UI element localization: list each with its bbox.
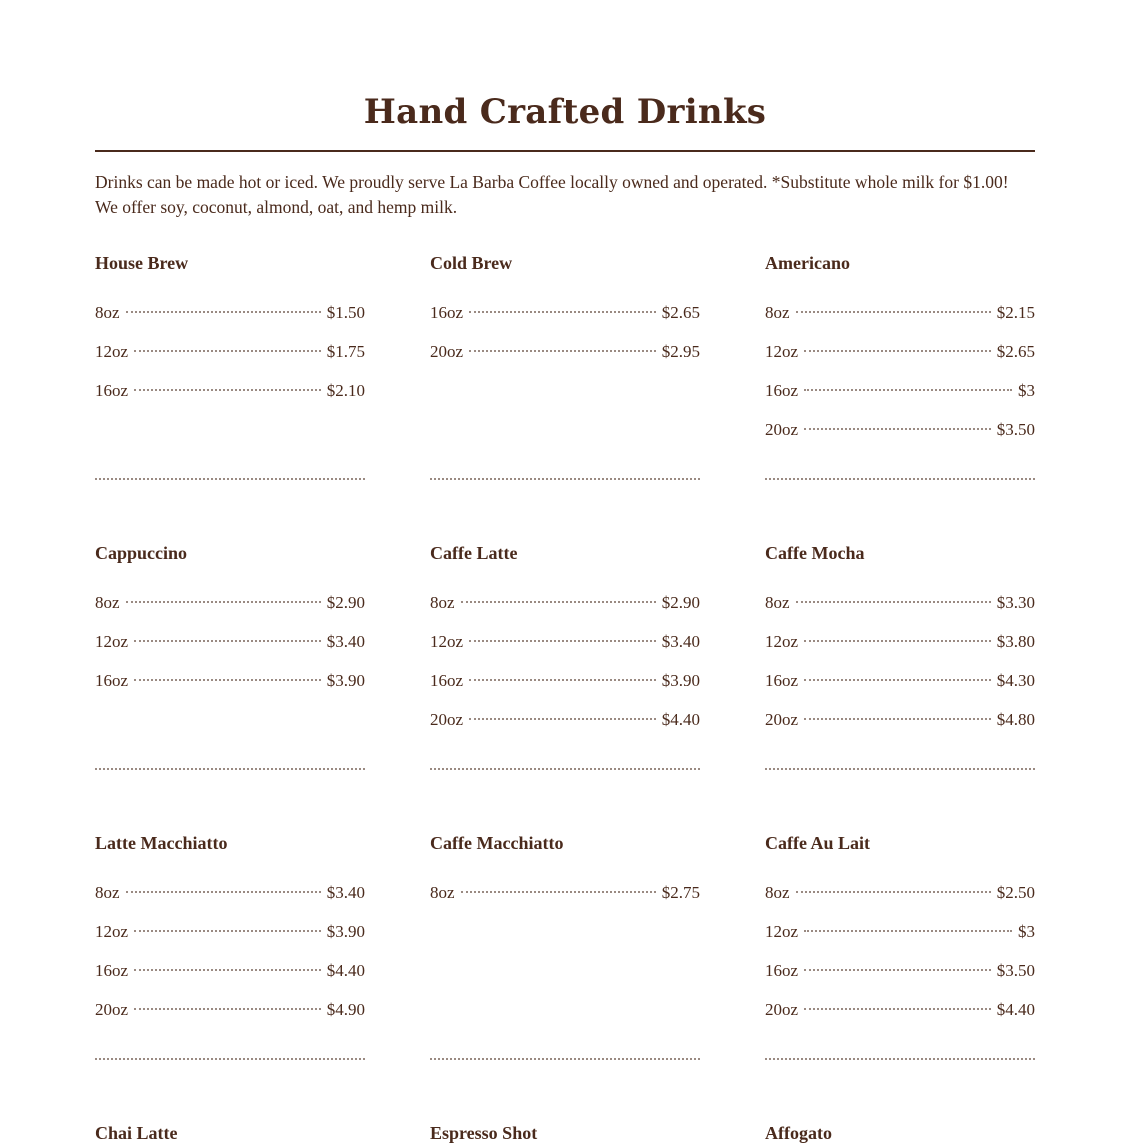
section-divider (95, 1058, 365, 1060)
dot-leader (804, 389, 1012, 391)
price-label: $2.65 (661, 303, 700, 322)
size-label: 8oz (95, 303, 120, 322)
title-divider (95, 150, 1035, 152)
size-price-row (95, 591, 365, 615)
size-price-row (95, 669, 365, 693)
price-label: $2.50 (996, 883, 1035, 902)
drink-item (430, 830, 700, 902)
dot-leader (461, 891, 656, 893)
price-label: $3.40 (326, 883, 365, 902)
size-price-row (95, 630, 365, 654)
price-label: $3.40 (661, 632, 700, 651)
price-label: $4.40 (661, 710, 700, 729)
section-divider (765, 478, 1035, 480)
size-label: 20oz (430, 710, 464, 729)
price-label: $2.95 (661, 342, 700, 361)
section-divider (430, 478, 700, 480)
size-price-row (430, 591, 700, 615)
size-price-row (765, 630, 1035, 654)
dot-leader (134, 679, 321, 681)
size-price-row (765, 959, 1035, 983)
size-price-row (430, 881, 700, 905)
size-label: 8oz (765, 593, 790, 612)
size-price-row (95, 998, 365, 1022)
size-price-row (95, 340, 365, 364)
dot-leader (134, 969, 321, 971)
price-label: $2.15 (996, 303, 1035, 322)
size-price-row (765, 881, 1035, 905)
price-label: $3.30 (996, 593, 1035, 612)
size-label: 20oz (95, 1000, 129, 1019)
size-label: 8oz (95, 883, 120, 902)
size-label: 12oz (765, 922, 799, 941)
dot-leader (134, 389, 321, 391)
price-label: $3.50 (996, 961, 1035, 980)
price-label: $4.40 (326, 961, 365, 980)
dot-leader (134, 350, 321, 352)
price-label: $2.90 (326, 593, 365, 612)
price-label: $4.30 (996, 671, 1035, 690)
size-label: 8oz (430, 883, 455, 902)
dot-leader (804, 969, 991, 971)
dot-leader (796, 891, 991, 893)
size-label: 20oz (765, 1000, 799, 1019)
drink-item (95, 1120, 365, 1146)
size-price-row (95, 920, 365, 944)
size-price-row (765, 379, 1035, 403)
dot-leader (134, 930, 321, 932)
dot-leader (461, 601, 656, 603)
size-label: 8oz (765, 303, 790, 322)
size-price-row (765, 708, 1035, 732)
section-divider (95, 478, 365, 480)
size-label: 16oz (95, 671, 129, 690)
drink-name: Latte Macchiatto (95, 833, 228, 853)
size-price-row (765, 920, 1035, 944)
size-price-row (95, 881, 365, 905)
dot-leader (469, 640, 656, 642)
dot-leader (804, 640, 991, 642)
size-label: 8oz (95, 593, 120, 612)
dot-leader (796, 601, 991, 603)
size-label: 16oz (430, 303, 464, 322)
drink-item (430, 1120, 700, 1146)
drink-item (95, 830, 365, 1019)
drink-item (430, 250, 700, 361)
size-label: 12oz (765, 632, 799, 651)
dot-leader (804, 350, 991, 352)
drink-item (765, 830, 1035, 1019)
size-price-row (765, 340, 1035, 364)
size-price-row (765, 418, 1035, 442)
drink-item (95, 250, 365, 400)
dot-leader (804, 930, 1012, 932)
section-divider (95, 768, 365, 770)
size-price-row (430, 301, 700, 325)
dot-leader (804, 679, 991, 681)
size-price-row (95, 301, 365, 325)
size-price-row (430, 340, 700, 364)
price-label: $3.90 (326, 671, 365, 690)
size-label: 16oz (765, 961, 799, 980)
size-label: 8oz (765, 883, 790, 902)
price-label: $3.90 (661, 671, 700, 690)
size-price-row (95, 959, 365, 983)
drink-name: Cold Brew (430, 253, 513, 273)
drink-item (95, 540, 365, 690)
drink-name: Caffe Macchiatto (430, 833, 564, 853)
section-divider (430, 768, 700, 770)
section-divider (430, 1058, 700, 1060)
dot-leader (134, 1008, 321, 1010)
size-label: 20oz (765, 420, 799, 439)
drink-item (765, 250, 1035, 439)
dot-leader (134, 640, 321, 642)
drink-name: Caffe Latte (430, 543, 518, 563)
size-label: 12oz (95, 632, 129, 651)
page-title: Hand Crafted Drinks (363, 92, 767, 132)
drink-item (430, 540, 700, 729)
price-label: $3.50 (996, 420, 1035, 439)
price-label: $2.10 (326, 381, 365, 400)
size-price-row (765, 591, 1035, 615)
drink-name: House Brew (95, 253, 189, 273)
drink-item (765, 540, 1035, 729)
price-label: $2.75 (661, 883, 700, 902)
menu-intro: Drinks can be made hot or iced. We proudly serve La Barba Coffee locally owned and operated. *Substitute whole milk for $1.00! We offer soy, coconut, almond, oat, and hemp milk. (95, 172, 1009, 217)
dot-leader (126, 311, 321, 313)
size-price-row (430, 708, 700, 732)
price-label: $4.80 (996, 710, 1035, 729)
size-price-row (430, 630, 700, 654)
price-label: $3.80 (996, 632, 1035, 651)
dot-leader (804, 718, 991, 720)
size-label: 16oz (765, 671, 799, 690)
dot-leader (804, 428, 991, 430)
size-label: 12oz (430, 632, 464, 651)
drink-name: Chai Latte (95, 1123, 178, 1143)
dot-leader (796, 311, 991, 313)
drink-name: Cappuccino (95, 543, 188, 563)
price-label: $1.75 (326, 342, 365, 361)
drink-item (765, 1120, 1035, 1146)
size-label: 12oz (765, 342, 799, 361)
size-label: 12oz (95, 922, 129, 941)
drink-name: Caffe Mocha (765, 543, 865, 563)
size-label: 12oz (95, 342, 129, 361)
size-label: 16oz (95, 961, 129, 980)
dot-leader (469, 350, 656, 352)
dot-leader (126, 601, 321, 603)
drink-name: Americano (765, 253, 850, 273)
size-price-row (765, 669, 1035, 693)
size-label: 20oz (430, 342, 464, 361)
dot-leader (469, 679, 656, 681)
dot-leader (469, 311, 656, 313)
dot-leader (804, 1008, 991, 1010)
size-label: 16oz (430, 671, 464, 690)
size-price-row (765, 301, 1035, 325)
size-price-row (430, 669, 700, 693)
dot-leader (126, 891, 321, 893)
drink-name: Affogato (765, 1123, 832, 1143)
price-label: $4.90 (326, 1000, 365, 1019)
price-label: $2.65 (996, 342, 1035, 361)
price-label: $4.40 (996, 1000, 1035, 1019)
price-label: $1.50 (326, 303, 365, 322)
drink-name: Caffe Au Lait (765, 833, 870, 853)
price-label: $3.90 (326, 922, 365, 941)
size-label: 16oz (95, 381, 129, 400)
drink-name: Espresso Shot (430, 1123, 538, 1143)
price-label: $3 (1018, 381, 1035, 400)
size-label: 20oz (765, 710, 799, 729)
section-divider (765, 768, 1035, 770)
size-price-row (95, 379, 365, 403)
size-label: 8oz (430, 593, 455, 612)
price-label: $3.40 (326, 632, 365, 651)
section-divider (765, 1058, 1035, 1060)
price-label: $2.90 (661, 593, 700, 612)
size-label: 16oz (765, 381, 799, 400)
size-price-row (765, 998, 1035, 1022)
dot-leader (469, 718, 656, 720)
price-label: $3 (1018, 922, 1035, 941)
